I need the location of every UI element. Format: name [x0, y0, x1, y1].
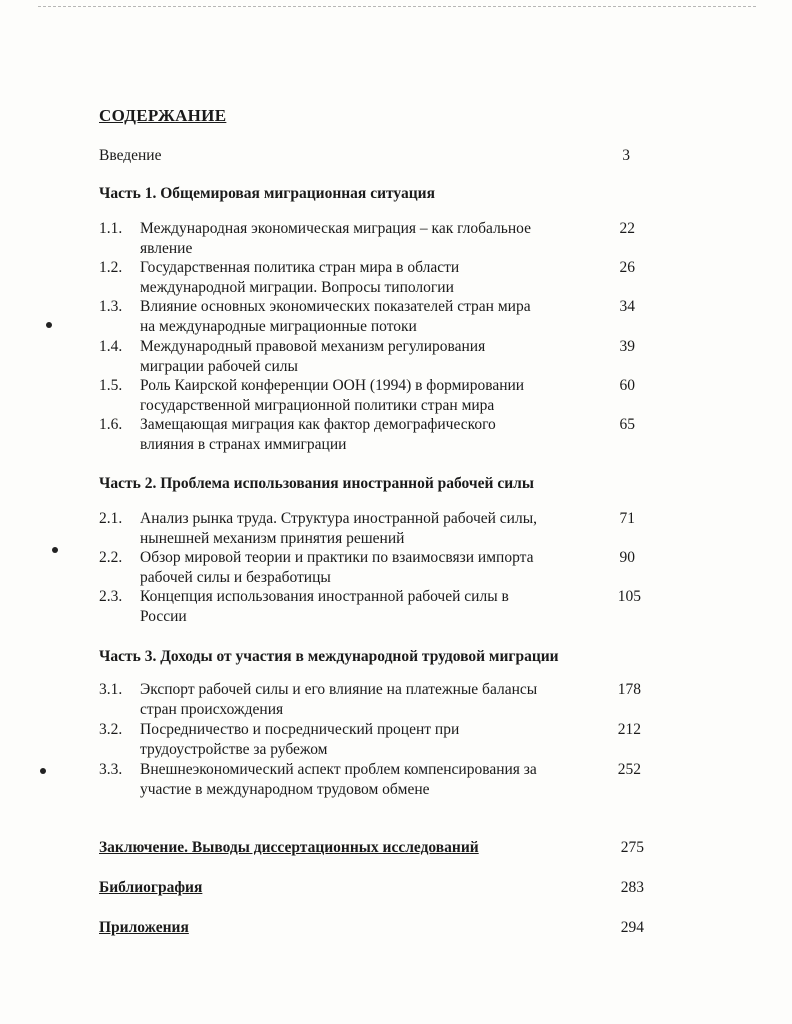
item-page: 178 [617, 681, 641, 698]
item-page: 22 [619, 220, 635, 237]
item-title: Роль Каирской конференции ООН (1994) в формировании государственной миграционной политики стран мира [140, 377, 525, 414]
item-number: 3.2. [99, 721, 123, 738]
item-number: 1.5. [99, 377, 123, 394]
item-title: Международный правовой механизм регулирования миграции рабочей силы [140, 338, 486, 375]
item-number: 2.2. [99, 549, 123, 566]
item-title: Обзор мировой теории и практики по взаимосвязи импорта рабочей силы и безработицы [140, 549, 534, 586]
bibliography-page: 283 [620, 879, 644, 896]
item-number: 1.4. [99, 338, 123, 355]
intro-label: Введение [99, 147, 162, 164]
item-title: Посредничество и посреднический процент при трудоустройстве за рубежом [140, 721, 460, 758]
item-number: 3.3. [99, 761, 123, 778]
item-title: Международная экономическая миграция – как глобальное явление [140, 220, 531, 257]
scan-speck [40, 768, 46, 774]
bibliography-label: Библиография [99, 879, 203, 896]
item-page: 252 [617, 761, 641, 778]
part-2-heading: Часть 2. Проблема использования иностранной рабочей силы [99, 475, 534, 492]
scan-edge-artifact [38, 6, 756, 9]
item-title: Влияние основных экономических показателей стран мира на международные миграционные потоки [140, 298, 531, 335]
toc-title: СОДЕРЖАНИЕ [99, 106, 227, 125]
item-title: Анализ рынка труда. Структура иностранной рабочей силы, нынешней механизм принятия решений [140, 510, 537, 547]
item-page: 90 [619, 549, 635, 566]
item-number: 3.1. [99, 681, 123, 698]
appendices-label: Приложения [99, 919, 189, 936]
item-number: 1.1. [99, 220, 123, 237]
scan-speck [46, 322, 52, 328]
item-number: 1.6. [99, 416, 123, 433]
item-page: 39 [619, 338, 635, 355]
item-page: 34 [619, 298, 635, 315]
item-title: Внешнеэкономический аспект проблем компенсирования за участие в международном трудовом обмене [140, 761, 537, 798]
item-page: 71 [619, 510, 635, 527]
item-page: 65 [619, 416, 635, 433]
item-page: 212 [617, 721, 641, 738]
part-1-heading: Часть 1. Общемировая миграционная ситуация [99, 185, 435, 202]
item-number: 1.2. [99, 259, 123, 276]
item-number: 2.1. [99, 510, 123, 527]
scan-speck [52, 547, 58, 553]
item-page: 26 [619, 259, 635, 276]
part-3-heading: Часть 3. Доходы от участия в международной трудовой миграции [99, 648, 559, 665]
item-number: 1.3. [99, 298, 123, 315]
item-title: Концепция использования иностранной рабочей силы в России [140, 588, 509, 625]
item-page: 60 [619, 377, 635, 394]
item-title: Замещающая миграция как фактор демографического влияния в странах иммиграции [140, 416, 496, 453]
appendices-page: 294 [620, 919, 644, 936]
conclusion-page: 275 [620, 839, 644, 856]
intro-page: 3 [622, 147, 630, 164]
item-page: 105 [617, 588, 641, 605]
item-title: Государственная политика стран мира в области международной миграции. Вопросы типологии [140, 259, 460, 296]
conclusion-label: Заключение. Выводы диссертационных исследований [99, 839, 479, 856]
item-number: 2.3. [99, 588, 123, 605]
item-title: Экспорт рабочей силы и его влияние на платежные балансы стран происхождения [140, 681, 538, 718]
